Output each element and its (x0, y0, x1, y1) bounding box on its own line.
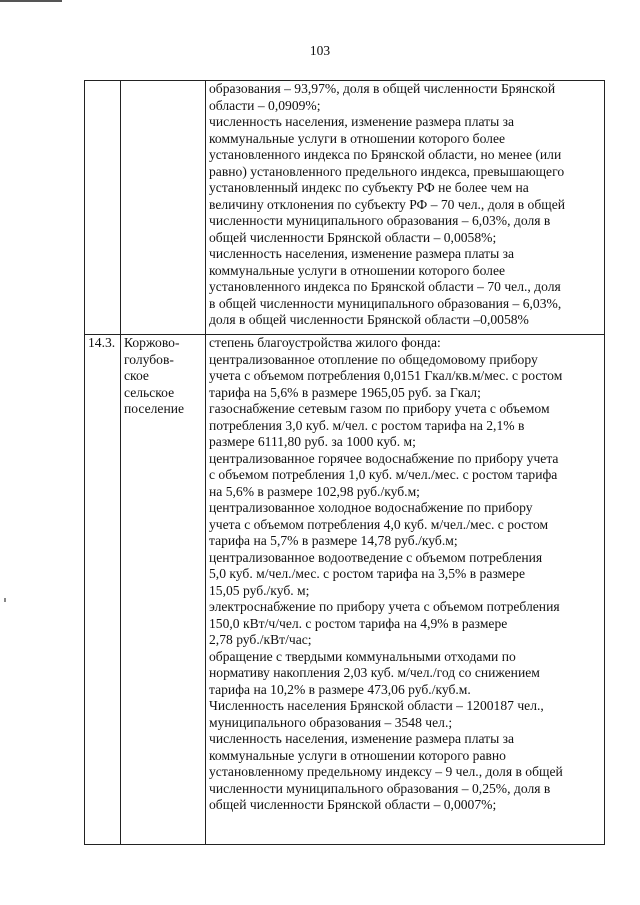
municipality-name-line: Коржово- (124, 335, 180, 350)
municipality-name-line: ское (124, 368, 149, 383)
text-line: 2,78 руб./кВт/час; (209, 632, 312, 647)
text-line: коммунальные услуги в отношении которого более (209, 262, 506, 278)
row-number-cell (85, 81, 121, 335)
text-line: коммунальные услуги в отношении которого более (209, 130, 506, 146)
text-line: численность населения, изменение размера платы за (209, 114, 515, 129)
text-line: установленному предельному индексу – 9 чел., доля в общей (209, 764, 563, 779)
text-line: образования – 93,97%, доля в общей численности Брянской (209, 81, 556, 96)
text-line: равно) установленного предельного индекса, превышающего (209, 163, 565, 179)
text-line: 5,0 куб. м/чел./мес. с ростом тарифа на 3,5% в размере (209, 566, 526, 581)
municipality-name-cell (121, 335, 206, 845)
text-line: централизованное горячее водоснабжение по прибору учета (209, 450, 559, 466)
scan-corner-mark (0, 0, 62, 2)
text-line: установленного индекса по Брянской области – 70 чел., доля (209, 279, 561, 294)
table-row-continuation (85, 81, 605, 335)
text-line: на 5,6% в размере 102,98 руб./куб.м; (209, 483, 420, 499)
text-line: централизованное водоотведение с объемом потребления (209, 549, 543, 565)
text-line: обращение с твердыми коммунальными отходами по (209, 648, 516, 664)
page-number: 103 (309, 43, 331, 58)
text-line: общей численности Брянской области – 0,0058%; (209, 229, 497, 245)
text-line: Численность населения Брянской области – 1200187 чел., (209, 698, 544, 713)
text-line: общей численности Брянской области – 0,0007%; (209, 797, 497, 812)
text-line: нормативу накопления 2,03 куб. м/чел./год со снижением (209, 665, 540, 680)
municipality-name-line: сельское (124, 384, 175, 400)
text-line: доля в общей численности Брянской области –0,0058% (209, 312, 529, 327)
tariff-table (84, 80, 605, 845)
text-line: тарифа на 5,6% в размере 1965,05 руб. за Гкал; (209, 384, 481, 400)
text-line: газоснабжение сетевым газом по прибору учета с объемом (209, 401, 550, 416)
text-line: установленный индекс по субъекту РФ не более чем на (209, 180, 529, 195)
text-line: электроснабжение по прибору учета с объемом потребления (209, 599, 560, 614)
text-line: тарифа на 5,7% в размере 14,78 руб./куб.м; (209, 533, 458, 548)
municipality-name-line: голубов- (124, 351, 174, 367)
text-line: размере 6111,80 руб. за 1000 куб. м; (209, 434, 416, 449)
scan-margin-mark (4, 598, 6, 602)
municipality-name-line: поселение (124, 401, 185, 416)
text-line: тарифа на 10,2% в размере 473,06 руб./куб.м. (209, 681, 471, 697)
text-line: степень благоустройства жилого фонда: (209, 335, 441, 350)
text-line: 150,0 кВт/ч/чел. с ростом тарифа на 4,9% в размере (209, 615, 508, 631)
municipality-name-cell (121, 81, 206, 335)
text-line: с объемом потребления 1,0 куб. м/чел./мес. с ростом тарифа (209, 467, 558, 482)
row-content-cell (206, 81, 605, 335)
text-line: централизованное холодное водоснабжение по прибору (209, 500, 533, 515)
table-row-14-3 (85, 335, 605, 845)
text-line: централизованное отопление по общедомовому прибору (209, 351, 538, 367)
text-line: потребления 3,0 куб. м/чел. с ростом тарифа на 2,1% в (209, 417, 525, 433)
text-line: в общей численности муниципального образования – 6,03%, (209, 295, 562, 311)
text-line: коммунальные услуги в отношении которого равно (209, 747, 506, 763)
text-line: 15,05 руб./куб. м; (209, 582, 310, 598)
text-line: численность населения, изменение размера платы за (209, 246, 515, 261)
row-number-cell: 14.3. (85, 335, 121, 845)
text-line: учета с объемом потребления 4,0 куб. м/чел./мес. с ростом (209, 516, 549, 532)
row-content-cell (206, 335, 605, 845)
text-line: муниципального образования – 3548 чел.; (209, 714, 453, 730)
text-line: установленного индекса по Брянской области, но менее (или (209, 147, 562, 162)
text-line: численность населения, изменение размера платы за (209, 731, 515, 746)
text-line: численности муниципального образования – 0,25%, доля в (209, 780, 551, 796)
text-line: величину отклонения по субъекту РФ – 70 чел., доля в общей (209, 196, 566, 212)
text-line: численности муниципального образования – 6,03%, доля в (209, 213, 551, 228)
text-line: учета с объемом потребления 0,0151 Гкал/кв.м/мес. с ростом (209, 368, 563, 383)
text-line: области – 0,0909%; (209, 97, 321, 113)
